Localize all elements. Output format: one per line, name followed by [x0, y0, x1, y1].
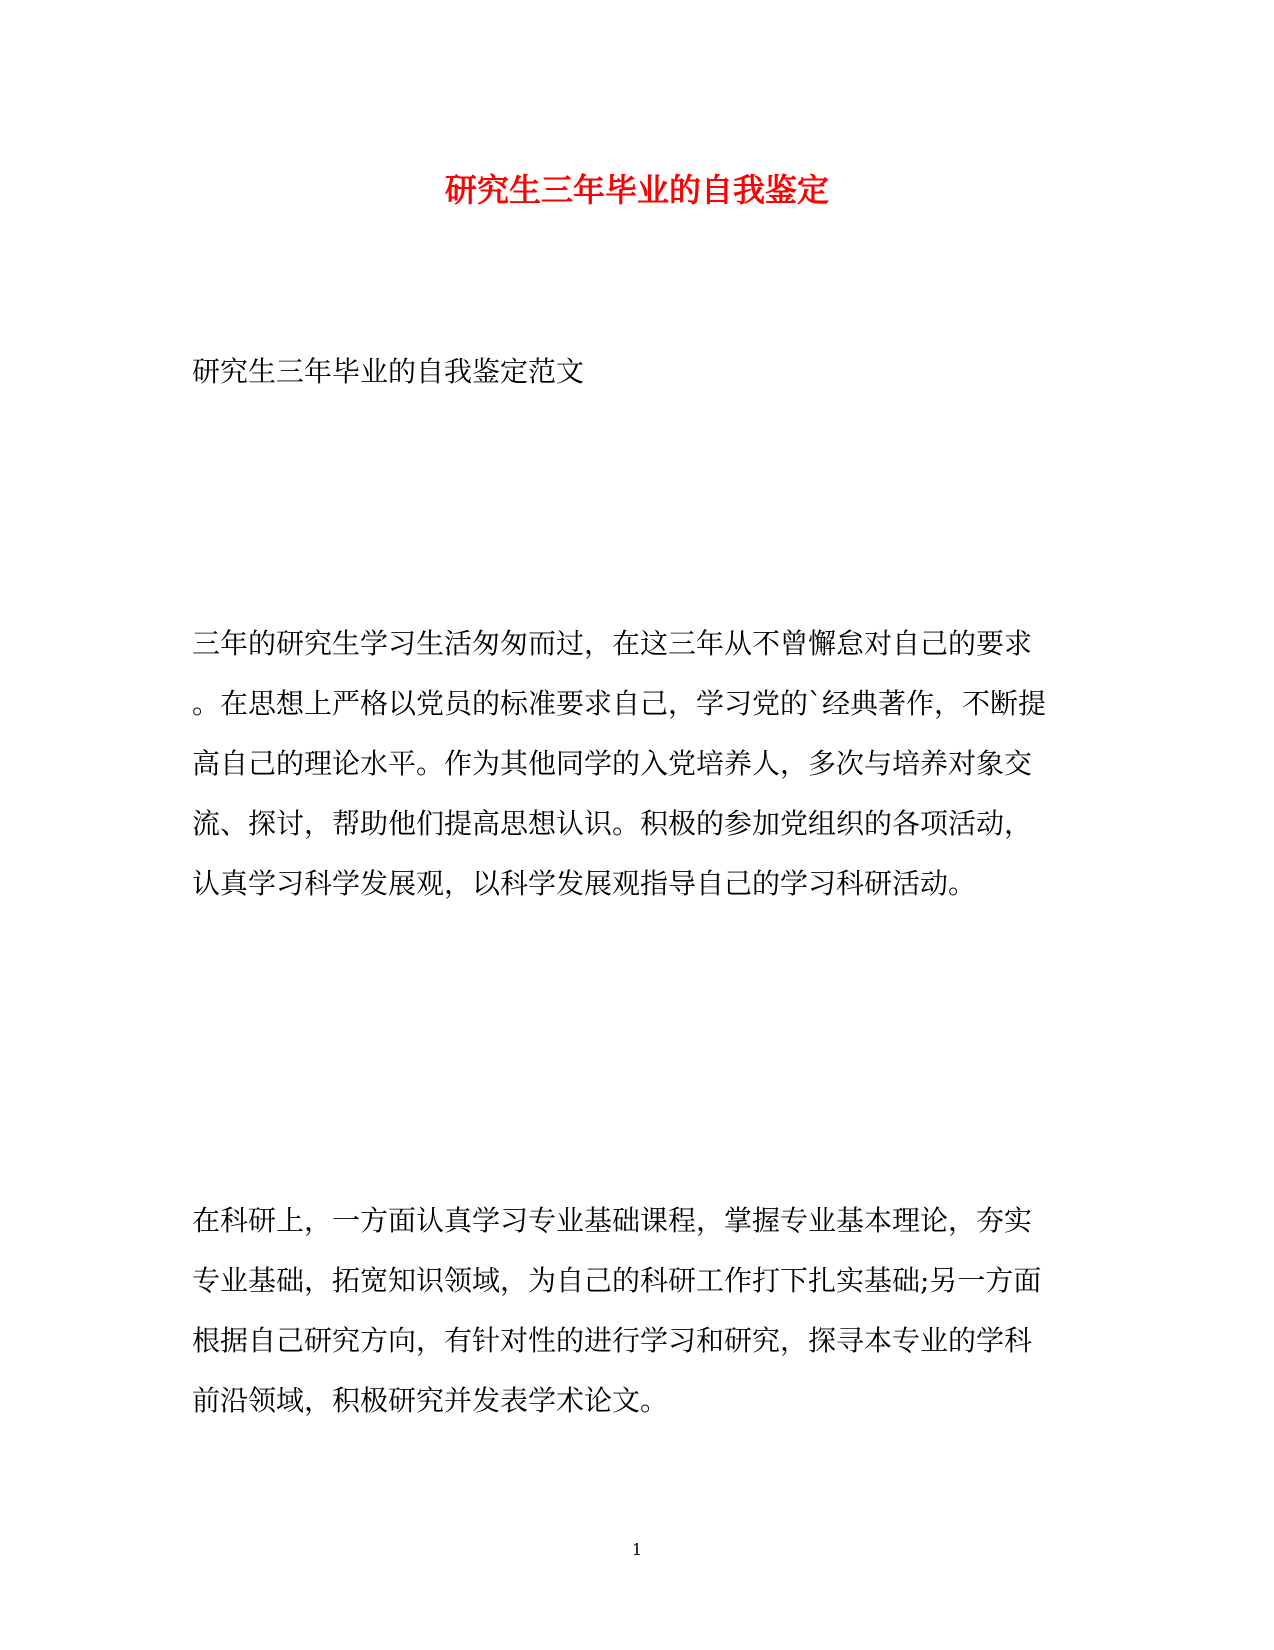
paragraph-line: 在科研上，一方面认真学习专业基础课程，掌握专业基本理论，夯实: [192, 1204, 1033, 1237]
paragraph-1: [192, 614, 1092, 914]
document-subtitle: 研究生三年毕业的自我鉴定范文: [192, 355, 585, 388]
paragraph-line: 专业基础，拓宽知识领域，为自己的科研工作打下扎实基础;另一方面: [192, 1264, 1042, 1297]
paragraph-line: 三年的研究生学习生活匆匆而过，在这三年从不曾懈怠对自己的要求: [192, 627, 1033, 660]
paragraph-line: 高自己的理论水平。作为其他同学的入党培养人，多次与培养对象交: [192, 747, 1033, 780]
paragraph-line: 。在思想上严格以党员的标准要求自己，学习党的`经典著作，不断提: [192, 687, 1047, 720]
paragraph-line: 流、探讨，帮助他们提高思想认识。积极的参加党组织的各项活动，: [192, 807, 1033, 840]
page-number: 1: [631, 1540, 643, 1559]
paragraph-line: 认真学习科学发展观，以科学发展观指导自己的学习科研活动。: [192, 867, 977, 900]
paragraph-2: [192, 1191, 1092, 1431]
paragraph-line: 前沿领域，积极研究并发表学术论文。: [192, 1384, 669, 1417]
paragraph-line: 根据自己研究方向，有针对性的进行学习和研究，探寻本专业的学科: [192, 1324, 1033, 1357]
document-title: 研究生三年毕业的自我鉴定: [444, 171, 829, 209]
